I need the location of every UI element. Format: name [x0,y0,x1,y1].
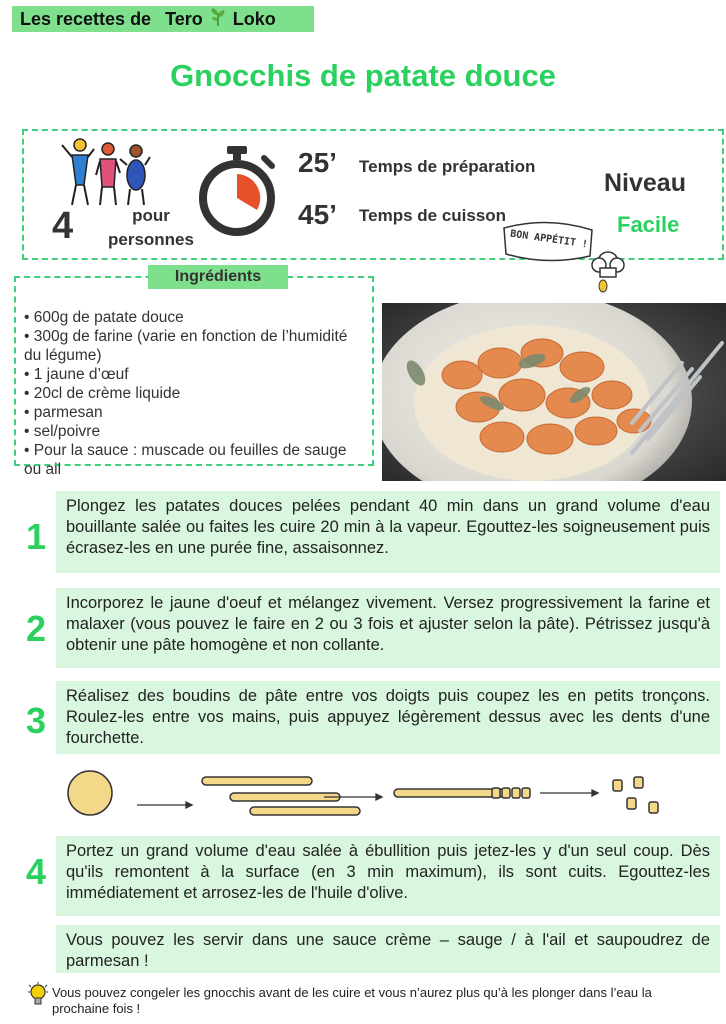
level-label: Niveau [604,169,686,197]
lightbulb-icon [28,982,48,1013]
step-text: Réalisez des boudins de pâte entre vos doigts puis coupez les en petits tronçons. Roulez-les entre vos mains, puis appuyez légèrement dessus avec les dents d'une fourchette. [56,681,720,754]
ingredients-heading: Ingrédients [148,265,288,289]
chef-hat-icon [588,250,628,301]
cook-label: Temps de cuisson [359,206,507,225]
brand-name-1: Tero [165,8,203,29]
ingredient-item: • 300g de farine (varie en fonction de l’humidité du légume) [24,327,364,365]
step-number: 3 [26,700,47,741]
people-icon [60,135,152,215]
ingredient-item: • parmesan [24,403,364,422]
gnocchi-photo [382,303,726,481]
step-text: Portez un grand volume d'eau salée à ébullition puis jetez-les y d'un seul coup. Dès qu'ils remontent à la surface (en 3 min maximum), ils sont cuits. Egouttez-les immédiatement et arrosez-les de l'huile d'olive. [56,836,720,916]
cook-time: 45’ [298,199,337,230]
serving-note: Vous pouvez les servir dans une sauce crème – sauge / à l'ail et saupoudrez de parmesan ! [56,925,720,973]
ingredient-item: • 1 jaune d’œuf [24,365,364,384]
step-number: 1 [26,516,47,557]
ingredient-item: • 20cl de crème liquide [24,384,364,403]
prep-label: Temps de préparation [359,157,536,176]
servings-line-1: pour [132,206,170,225]
stopwatch-icon [194,144,280,243]
step-number: 4 [26,851,47,892]
step-text: Incorporez le jaune d'oeuf et mélangez vivement. Versez progressivement la farine et malaxer (vous pouvez le faire en 2 ou 3 fois et ajuster selon la pâte). Pétrissez jusqu'à obtenir une pâte homogène et non collante. [56,588,720,668]
speech-bubble [498,220,598,266]
recipe-title: Gnocchis de patate douce [170,58,556,93]
brand-name-2: Loko [232,8,276,29]
servings-number: 4 [52,205,74,247]
tip-text: Vous pouvez congeler les gnocchis avant de les cuire et vous n’aurez plus qu’à les plonger dans l’eau la prochaine fois ! [52,985,652,1016]
ingredient-item: • Pour la sauce : muscade ou feuilles de sauge ou ail [24,441,364,479]
step-number: 2 [26,608,47,649]
servings-label [108,204,194,252]
ingredient-item: • 600g de patate douce [24,308,364,327]
step-text: Plongez les patates douces pelées pendant 40 min dans un grand volume d'eau bouillante salée ou faites les cuire 20 min à la vapeur. Egouttez-les soigneusement puis écrasez-les en une purée fine, assaisonnez. [56,491,720,573]
leaf-icon [209,7,227,32]
ingredients-list [24,308,364,479]
bubble-text: BON APPÉTIT ! [509,228,589,251]
servings-line-2: personnes [108,230,194,249]
brand-prefix: Les recettes de [20,8,152,29]
prep-time: 25’ [298,147,337,178]
brand-bar [12,6,314,32]
ingredient-item: • sel/poivre [24,422,364,441]
level-value: Facile [617,212,680,237]
dough-process-illustration [60,765,670,830]
